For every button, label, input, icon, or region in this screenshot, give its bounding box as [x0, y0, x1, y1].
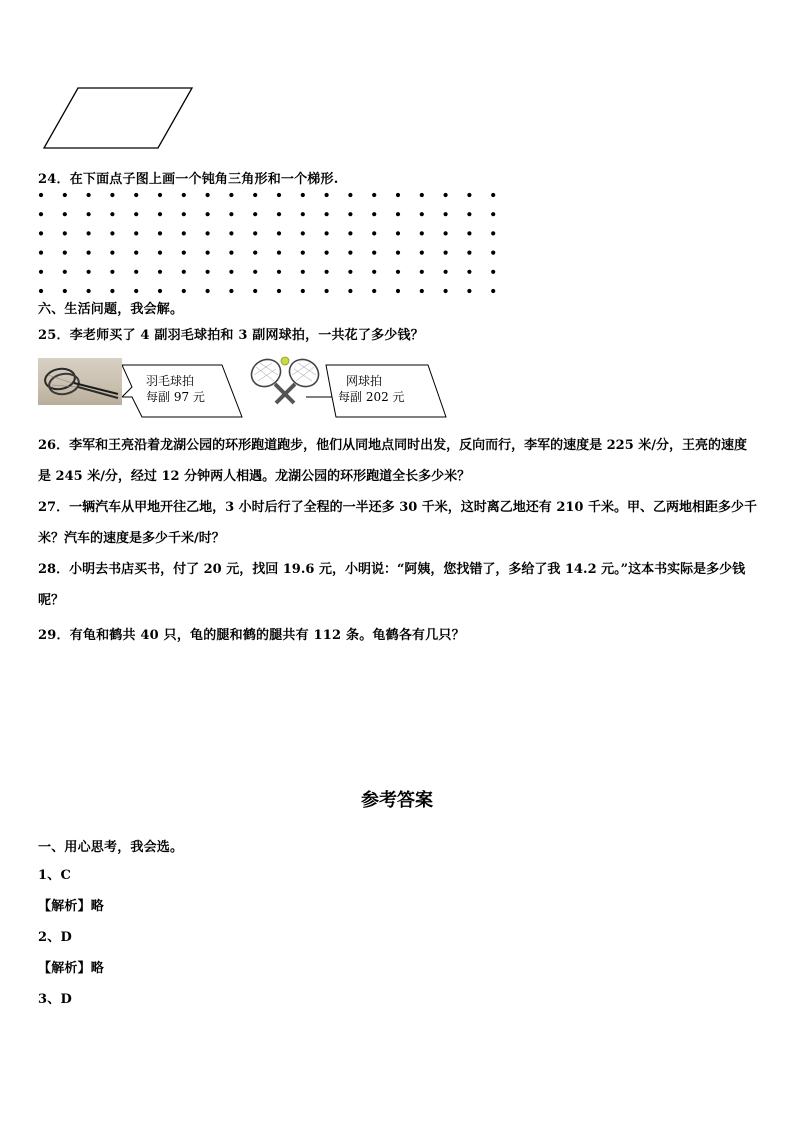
- grid-dot: [467, 212, 471, 216]
- grid-dot: [63, 193, 67, 197]
- grid-dot: [134, 212, 138, 216]
- grid-dot: [134, 193, 138, 197]
- grid-dot: [325, 289, 329, 293]
- question-24: 24．在下面点子图上画一个钝角三角形和一个梯形.: [38, 172, 339, 187]
- tennis-price: 每副 202 元: [338, 390, 405, 404]
- grid-dot: [253, 231, 257, 235]
- grid-dot: [110, 231, 114, 235]
- answer-2: 2、D: [38, 930, 72, 945]
- tennis-name: 网球拍: [346, 374, 383, 388]
- grid-dot: [301, 270, 305, 274]
- grid-dot: [63, 289, 67, 293]
- grid-dot: [396, 231, 400, 235]
- grid-dot: [491, 289, 495, 293]
- grid-dot: [134, 231, 138, 235]
- grid-dot: [348, 193, 352, 197]
- grid-dot: [134, 251, 138, 255]
- grid-dot: [39, 212, 43, 216]
- grid-dot: [63, 270, 67, 274]
- grid-dot: [444, 193, 448, 197]
- badminton-name: 羽毛球拍: [146, 374, 195, 388]
- grid-dot: [277, 251, 281, 255]
- grid-dot: [467, 289, 471, 293]
- grid-dot: [372, 231, 376, 235]
- grid-dot: [277, 289, 281, 293]
- grid-dot: [444, 289, 448, 293]
- grid-dot: [420, 231, 424, 235]
- grid-dot: [206, 251, 210, 255]
- grid-dot: [110, 193, 114, 197]
- grid-dot: [396, 251, 400, 255]
- grid-dot: [253, 193, 257, 197]
- grid-dot: [182, 231, 186, 235]
- grid-dot: [158, 289, 162, 293]
- grid-dot: [229, 231, 233, 235]
- grid-dot: [206, 212, 210, 216]
- grid-dot: [110, 289, 114, 293]
- section-1-heading: 一、用心思考，我会选。: [38, 840, 184, 855]
- grid-dot: [348, 231, 352, 235]
- grid-dot: [325, 212, 329, 216]
- grid-dot: [110, 270, 114, 274]
- grid-dot: [158, 212, 162, 216]
- grid-dot: [301, 231, 305, 235]
- grid-dot: [396, 212, 400, 216]
- grid-dot: [444, 270, 448, 274]
- grid-dot: [253, 251, 257, 255]
- grid-dot: [467, 231, 471, 235]
- grid-dot: [87, 212, 91, 216]
- grid-dot: [348, 270, 352, 274]
- grid-dot: [206, 289, 210, 293]
- grid-dot: [396, 193, 400, 197]
- grid-dot: [420, 270, 424, 274]
- answer-2-note: 【解析】略: [38, 961, 105, 976]
- grid-dot: [420, 251, 424, 255]
- section-6-heading: 六、生活问题，我会解。: [38, 302, 184, 317]
- grid-dot: [491, 212, 495, 216]
- grid-dot: [229, 289, 233, 293]
- grid-dot: [134, 270, 138, 274]
- grid-dot: [87, 270, 91, 274]
- grid-dot: [182, 212, 186, 216]
- grid-dot: [206, 270, 210, 274]
- grid-dot: [39, 193, 43, 197]
- answer-title: 参考答案: [361, 790, 433, 811]
- grid-dot: [87, 289, 91, 293]
- grid-dot: [182, 193, 186, 197]
- answer-1-note: 【解析】略: [38, 899, 105, 914]
- grid-dot: [372, 270, 376, 274]
- grid-dot: [110, 251, 114, 255]
- grid-dot: [39, 289, 43, 293]
- grid-dot: [87, 251, 91, 255]
- grid-dot: [301, 193, 305, 197]
- grid-dot: [87, 231, 91, 235]
- grid-dot: [277, 231, 281, 235]
- parallelogram-figure: [40, 84, 200, 154]
- badminton-racket-image: [38, 358, 122, 405]
- grid-dot: [325, 193, 329, 197]
- grid-dot: [158, 251, 162, 255]
- grid-dot: [134, 289, 138, 293]
- grid-dot: [396, 270, 400, 274]
- grid-dot: [229, 270, 233, 274]
- grid-dot: [39, 231, 43, 235]
- grid-dot: [39, 270, 43, 274]
- grid-dot: [87, 193, 91, 197]
- grid-dot: [325, 270, 329, 274]
- badminton-price: 每副 97 元: [146, 390, 205, 404]
- grid-dot: [348, 289, 352, 293]
- grid-dot: [491, 251, 495, 255]
- dot-grid[interactable]: [33, 189, 503, 299]
- grid-dot: [420, 212, 424, 216]
- grid-dot: [301, 212, 305, 216]
- grid-dot: [182, 289, 186, 293]
- grid-dot: [158, 193, 162, 197]
- grid-dot: [39, 251, 43, 255]
- grid-dot: [229, 251, 233, 255]
- question-26: 26．李军和王亮沿着龙湖公园的环形跑道跑步，他们从同地点同时出发，反向而行，李军的速度是 225 米/分，王亮的速度是 245 米/分，经过 12 分钟两人相遇。龙湖公园的环形跑道全长多少米？: [38, 438, 748, 484]
- grid-dot: [420, 193, 424, 197]
- grid-dot: [301, 251, 305, 255]
- grid-dot: [158, 231, 162, 235]
- question-25: 25．李老师买了 4 副羽毛球拍和 3 副网球拍，一共花了多少钱？: [38, 328, 424, 343]
- grid-dot: [491, 231, 495, 235]
- grid-dot: [229, 212, 233, 216]
- grid-dot: [325, 231, 329, 235]
- grid-dot: [158, 270, 162, 274]
- grid-dot: [206, 193, 210, 197]
- grid-dot: [182, 251, 186, 255]
- grid-dot: [229, 193, 233, 197]
- grid-dot: [206, 231, 210, 235]
- grid-dot: [63, 212, 67, 216]
- grid-dot: [301, 289, 305, 293]
- grid-dot: [253, 270, 257, 274]
- grid-dot: [63, 251, 67, 255]
- answer-1: 1、C: [38, 868, 71, 883]
- question-27: 27．一辆汽车从甲地开往乙地，3 小时后行了全程的一半还多 30 千米，这时离乙地还有 210 千米。甲、乙两地相距多少千米？汽车的速度是多少千米/时？: [38, 500, 757, 546]
- grid-dot: [467, 251, 471, 255]
- grid-dot: [444, 231, 448, 235]
- grid-dot: [348, 251, 352, 255]
- grid-dot: [277, 193, 281, 197]
- grid-dot: [491, 270, 495, 274]
- grid-dot: [253, 289, 257, 293]
- grid-dot: [372, 193, 376, 197]
- grid-dot: [277, 212, 281, 216]
- grid-dot: [444, 212, 448, 216]
- grid-dot: [372, 289, 376, 293]
- grid-dot: [348, 212, 352, 216]
- grid-dot: [277, 270, 281, 274]
- grid-dot: [63, 231, 67, 235]
- grid-dot: [420, 289, 424, 293]
- grid-dot: [491, 193, 495, 197]
- question-29: 29．有龟和鹤共 40 只，龟的腿和鹤的腿共有 112 条。龟鹤各有几只？: [38, 628, 465, 643]
- grid-dot: [182, 270, 186, 274]
- grid-dot: [253, 212, 257, 216]
- grid-dot: [467, 193, 471, 197]
- grid-dot: [372, 212, 376, 216]
- question-28: 28．小明去书店买书，付了 20 元，找回 19.6 元，小明说：“阿姨，您找错了，多给了我 14.2 元。”这本书实际是多少钱呢？: [38, 562, 746, 608]
- grid-dot: [325, 251, 329, 255]
- grid-dot: [372, 251, 376, 255]
- grid-dot: [444, 251, 448, 255]
- grid-dot: [467, 270, 471, 274]
- grid-dot: [110, 212, 114, 216]
- grid-dot: [396, 289, 400, 293]
- answer-3: 3、D: [38, 992, 72, 1007]
